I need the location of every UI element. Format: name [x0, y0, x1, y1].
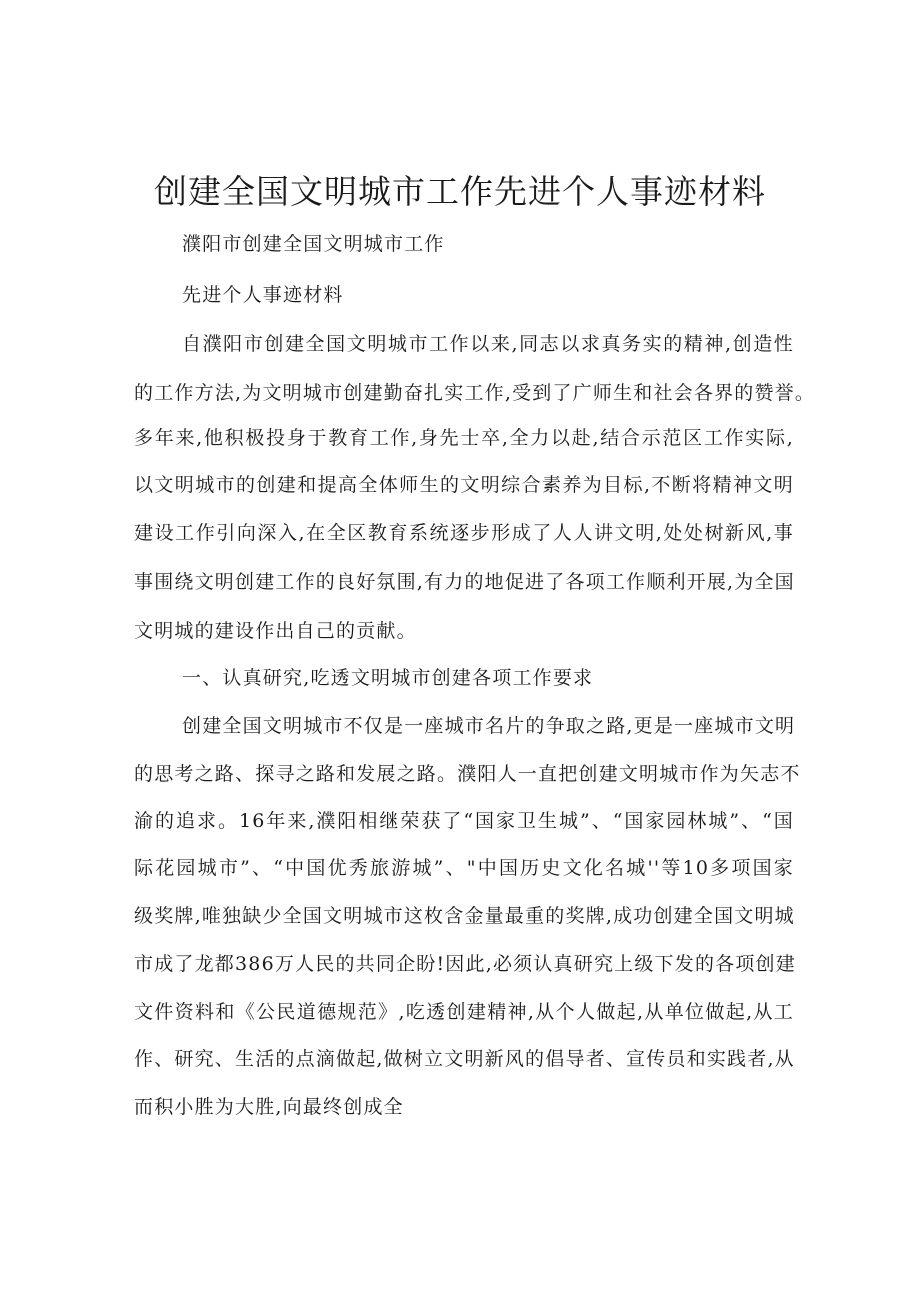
paragraph-line: 多年来,他积极投身于教育工作,身先士卒,全力以赴,结合示范区工作实际,	[134, 427, 794, 449]
paragraph-line: 市成了龙都386万人民的共同企盼!因此,必须认真研究上级下发的各项创建	[134, 953, 796, 975]
subtitle-line: 濮阳市创建全国文明城市工作	[182, 233, 445, 255]
subtitle-line: 先进个人事迹材料	[182, 284, 344, 306]
paragraph-line: 的工作方法,为文明城市创建勤奋扎实工作,受到了广师生和社会各界的赞誉。	[134, 382, 816, 404]
paragraph-line: 渝的追求。16年来,濮阳相继荣获了“国家卫生城”、“国家园林城”、“国	[134, 810, 794, 832]
paragraph-line: 际花园城市”、“中国优秀旅游城”、"中国历史文化名城''等10多项国家	[134, 857, 794, 879]
section-heading: 一、认真研究,吃透文明城市创建各项工作要求	[182, 667, 594, 689]
paragraph-line: 文明城的建设作出自己的贡献。	[134, 620, 417, 642]
paragraph-line: 以文明城市的创建和提高全体师生的文明综合素养为目标,不断将精神文明	[134, 474, 794, 496]
paragraph-line: 事围绕文明创建工作的良好氛围,有力的地促进了各项工作顺利开展,为全国	[134, 571, 795, 593]
paragraph-line: 自濮阳市创建全国文明城市工作以来,同志以求真务实的精神,创造性	[182, 333, 794, 355]
paragraph-line: 而积小胜为大胜,向最终创成全	[134, 1096, 404, 1118]
paragraph-line: 级奖牌,唯独缺少全国文明城市这枚含金量最重的奖牌,成功创建全国文明城	[134, 905, 795, 927]
paragraph-line: 建设工作引向深入,在全区教育系统逐步形成了人人讲文明,处处树新风,事	[134, 522, 794, 544]
paragraph-line: 创建全国文明城市不仅是一座城市名片的争取之路,更是一座城市文明	[182, 715, 796, 737]
paragraph-line: 文件资料和《公民道德规范》,吃透创建精神,从个人做起,从单位做起,从工	[134, 1001, 794, 1023]
document-title: 创建全国文明城市工作先进个人事迹材料	[154, 172, 766, 211]
paragraph-line: 的思考之路、探寻之路和发展之路。濮阳人一直把创建文明城市作为矢志不	[134, 763, 801, 785]
paragraph-line: 作、研究、生活的点滴做起,做树立文明新风的倡导者、宣传员和实践者,从	[134, 1048, 795, 1070]
